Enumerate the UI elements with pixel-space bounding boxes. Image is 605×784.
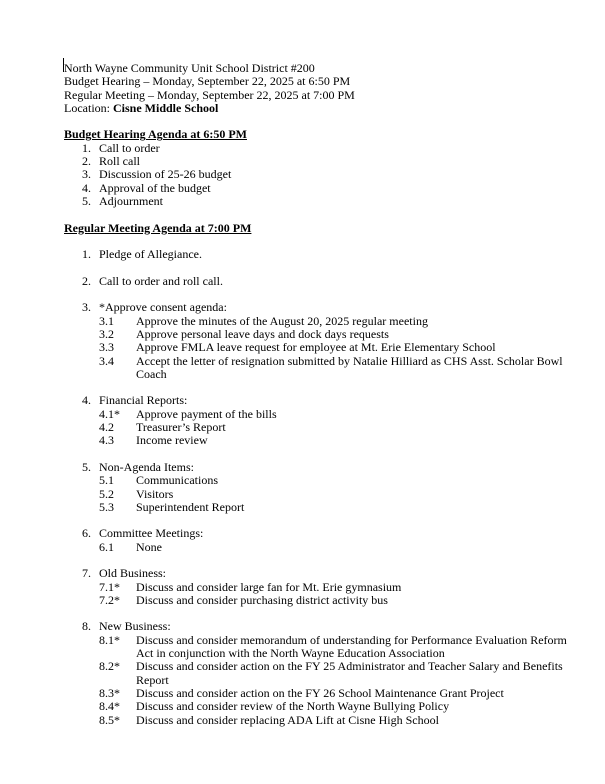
sub-item-number: 3.1 (99, 313, 114, 328)
location (64, 102, 584, 115)
sub-item-text: Approve the minutes of the August 20, 2025 regular meeting (136, 313, 428, 328)
list-item (64, 168, 584, 181)
budget-hearing-time: Budget Hearing – Monday, September 22, 2025 at 6:50 PM (64, 74, 351, 89)
item-number: 5. (82, 459, 91, 474)
item-text: New Business: (99, 619, 171, 634)
sub-agenda-item (64, 594, 584, 607)
sub-item-text: Communications (136, 473, 218, 488)
item-number: 2. (82, 273, 91, 288)
item-number: 8. (82, 619, 91, 634)
sub-agenda-item (64, 541, 584, 554)
sub-agenda-item (64, 434, 584, 447)
item-text: Adjournment (99, 193, 163, 208)
sub-item-text: Discuss and consider review of the North Wayne Bullying Policy (136, 699, 450, 714)
item-number: 2. (82, 154, 91, 169)
sub-item-number: 4.1* (99, 406, 120, 421)
sub-agenda-item (64, 488, 584, 501)
item-text: Committee Meetings: (99, 526, 204, 541)
sub-item-number: 5.3 (99, 499, 114, 514)
budget-agenda-title: Budget Hearing Agenda at 6:50 PM (64, 127, 247, 142)
item-number: 5. (82, 193, 91, 208)
sub-item-text: Discuss and consider action on the FY 25 Administrator and Teacher Salary and Benefits Report (136, 659, 563, 687)
sub-item-text: None (136, 539, 162, 554)
sub-agenda-item (64, 315, 584, 328)
sub-item-number: 7.2* (99, 592, 120, 607)
item-text: Old Business: (99, 566, 167, 581)
item-text: Financial Reports: (99, 393, 188, 408)
regular-agenda-list (64, 235, 584, 727)
regular-agenda-title: Regular Meeting Agenda at 7:00 PM (64, 220, 252, 235)
item-text: Roll call (99, 154, 140, 169)
sub-item-number: 8.3* (99, 685, 120, 700)
sub-item-text: Discuss and consider large fan for Mt. Erie gymnasium (136, 579, 402, 594)
agenda-item (64, 394, 584, 407)
item-text: Approval of the budget (99, 180, 211, 195)
agenda-item (64, 527, 584, 540)
sub-item-number: 7.1* (99, 579, 120, 594)
agenda-item (64, 567, 584, 580)
sub-item-text: Visitors (136, 486, 174, 501)
list-item (64, 142, 584, 155)
sub-item-text: Approve personal leave days and dock days requests (136, 326, 389, 341)
sub-item-text: Approve FMLA leave request for employee at Mt. Erie Elementary School (136, 340, 496, 355)
item-number: 1. (82, 140, 91, 155)
sub-item-text: Accept the letter of resignation submitted by Natalie Hilliard as CHS Asst. Scholar Bowl Coach (136, 353, 563, 381)
location-label: Location: (64, 100, 113, 115)
sub-item-number: 5.2 (99, 486, 114, 501)
list-item (64, 182, 584, 195)
item-number: 6. (82, 526, 91, 541)
item-text: Pledge of Allegiance. (99, 247, 202, 262)
sub-item-text: Treasurer’s Report (136, 420, 226, 435)
agenda-item (64, 620, 584, 633)
agenda-item (64, 301, 584, 314)
sub-agenda-item (64, 687, 584, 700)
budget-agenda-list (64, 142, 584, 208)
sub-item-number: 3.4 (99, 353, 114, 368)
sub-item-text: Income review (136, 433, 208, 448)
item-number: 4. (82, 393, 91, 408)
sub-item-text: Discuss and consider memorandum of understanding for Performance Evaluation Reform Act in conjunction with the North Wayne Education Association (136, 632, 567, 661)
sub-item-number: 8.1* (99, 632, 120, 647)
sub-item-number: 4.2 (99, 420, 114, 435)
sub-agenda-item (64, 501, 584, 514)
sub-item-number: 8.5* (99, 712, 120, 727)
sub-item-number: 8.4* (99, 699, 120, 714)
sub-agenda-item (64, 660, 584, 687)
sub-item-number: 8.2* (99, 659, 120, 674)
list-item (64, 155, 584, 168)
sub-item-number: 6.1 (99, 539, 114, 554)
sub-agenda-item (64, 714, 584, 727)
sub-item-text: Superintendent Report (136, 499, 245, 514)
item-text: Non-Agenda Items: (99, 459, 194, 474)
district-name: North Wayne Community Unit School District #200 (64, 61, 315, 75)
item-number: 3. (82, 300, 91, 315)
item-text: Call to order (99, 140, 160, 155)
agenda-document (64, 62, 584, 727)
sub-agenda-item (64, 634, 584, 661)
location-value: Cisne Middle School (112, 100, 219, 115)
sub-item-text: Discuss and consider purchasing district activity bus (136, 592, 388, 607)
sub-agenda-item (64, 408, 584, 421)
item-text: Call to order and roll call. (99, 273, 223, 288)
agenda-item (64, 275, 584, 288)
sub-item-number: 4.3 (99, 433, 114, 448)
sub-item-number: 5.1 (99, 473, 114, 488)
item-number: 3. (82, 167, 91, 182)
list-item (64, 195, 584, 208)
sub-item-text: Discuss and consider action on the FY 26 School Maintenance Grant Project (136, 685, 504, 700)
sub-item-text: Discuss and consider replacing ADA Lift at Cisne High School (136, 712, 439, 727)
item-text: *Approve consent agenda: (99, 300, 227, 315)
item-number: 1. (82, 247, 91, 262)
sub-agenda-item (64, 421, 584, 434)
item-number: 7. (82, 566, 91, 581)
item-text: Discussion of 25-26 budget (99, 167, 232, 182)
item-number: 4. (82, 180, 91, 195)
sub-agenda-item (64, 328, 584, 341)
agenda-item (64, 248, 584, 261)
sub-agenda-item (64, 355, 584, 382)
sub-agenda-item (64, 581, 584, 594)
agenda-item (64, 461, 584, 474)
sub-item-number: 3.3 (99, 340, 114, 355)
sub-agenda-item (64, 474, 584, 487)
sub-item-number: 3.2 (99, 326, 114, 341)
sub-item-text: Approve payment of the bills (136, 406, 277, 421)
sub-agenda-item (64, 341, 584, 354)
regular-meeting-time: Regular Meeting – Monday, September 22, 2025 at 7:00 PM (64, 87, 355, 102)
sub-agenda-item (64, 700, 584, 713)
